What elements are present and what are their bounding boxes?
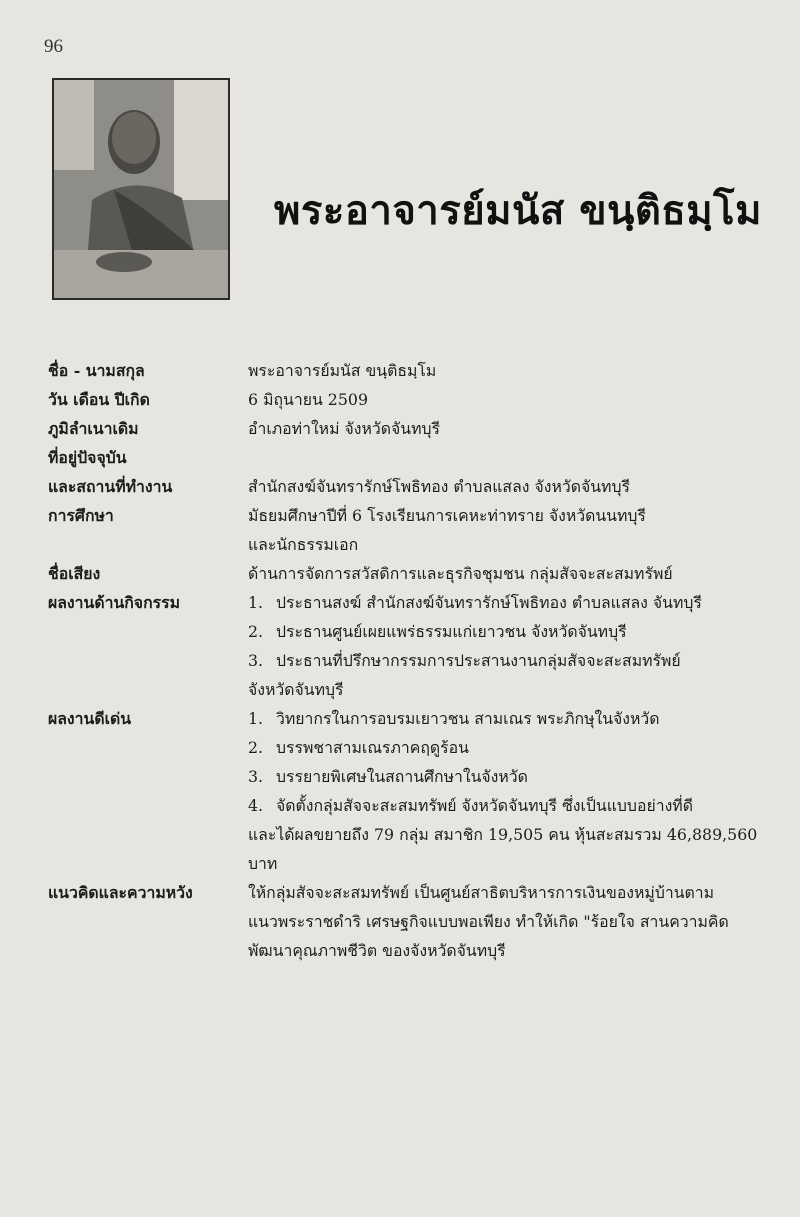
list-item: 4. จัดตั้งกลุ่มสัจจะสะสมทรัพย์ จังหวัดจันทบุรี ซึ่งเป็นแบบอย่างที่ดี: [248, 796, 693, 815]
activities-label: ผลงานด้านกิจกรรม: [48, 593, 181, 612]
birth-row: [48, 385, 783, 414]
address-label-row-1: [48, 443, 783, 472]
portrait-photo: [52, 78, 230, 300]
monk-portrait-icon: [54, 80, 228, 298]
achievements-row: [48, 704, 783, 878]
reputation-value: ด้านการจัดการสวัสดิการและธุรกิจชุมชน กลุ่มสัจจะสะสมทรัพย์: [248, 564, 673, 583]
reputation-row: [48, 559, 783, 588]
education-row: [48, 501, 783, 559]
name-label: ชื่อ - นามสกุล: [48, 361, 145, 380]
list-item: 3. ประธานที่ปรึกษากรรมการประสานงานกลุ่มสัจจะสะสมทรัพย์: [248, 651, 681, 670]
philosophy-label: แนวคิดและความหวัง: [48, 883, 193, 902]
page-number: 96: [44, 36, 63, 57]
address-value: สำนักสงฆ์จันทรารักษ์โพธิทอง ตำบลแสลง จังหวัดจันทบุรี: [248, 477, 630, 496]
list-item-continuation: จังหวัดจันทบุรี: [248, 680, 344, 699]
list-item-continuation: และได้ผลขยายถึง 79 กลุ่ม สมาชิก 19,505 คน หุ้นสะสมรวม 46,889,560: [248, 825, 758, 844]
list-item: 1. วิทยากรในการอบรมเยาวชน สามเณร พระภิกษุในจังหวัด: [248, 709, 660, 728]
education-value-1: มัธยมศึกษาปีที่ 6 โรงเรียนการเคหะท่าทราย จังหวัดนนทบุรี: [248, 506, 646, 525]
profile-info: [48, 356, 783, 965]
list-item: 2. ประธานศูนย์เผยแพร่ธรรมแก่เยาวชน จังหวัดจันทบุรี: [248, 622, 627, 641]
address-row: [48, 472, 783, 501]
philosophy-line: ให้กลุ่มสัจจะสะสมทรัพย์ เป็นศูนย์สาธิตบริหารการเงินของหมู่บ้านตาม: [248, 883, 715, 902]
list-item: 1. ประธานสงฆ์ สำนักสงฆ์จันทรารักษ์โพธิทอง ตำบลแสลง จันทบุรี: [248, 593, 702, 612]
page-title: พระอาจารย์มนัส ขนฺติธมฺโม: [274, 187, 762, 234]
education-value-2: และนักธรรมเอก: [248, 535, 359, 554]
hometown-value: อำเภอท่าใหม่ จังหวัดจันทบุรี: [248, 419, 440, 438]
reputation-label: ชื่อเสียง: [48, 564, 101, 583]
address-label-1: ที่อยู่ปัจจุบัน: [48, 448, 127, 467]
education-label: การศึกษา: [48, 506, 114, 525]
list-item: 3. บรรยายพิเศษในสถานศึกษาในจังหวัด: [248, 767, 528, 786]
philosophy-row: [48, 878, 783, 965]
name-value: พระอาจารย์มนัส ขนฺติธมฺโม: [248, 361, 437, 380]
birth-value: 6 มิถุนายน 2509: [248, 390, 368, 409]
birth-label: วัน เดือน ปีเกิด: [48, 390, 150, 409]
address-label-2: และสถานที่ทำงาน: [48, 477, 173, 496]
philosophy-line: แนวพระราชดำริ เศรษฐกิจแบบพอเพียง ทำให้เกิด "ร้อยใจ สานความคิด: [248, 912, 729, 931]
philosophy-line: พัฒนาคุณภาพชีวิต ของจังหวัดจันทบุรี: [248, 941, 506, 960]
activities-row: [48, 588, 783, 704]
name-row: [48, 356, 783, 385]
list-item-continuation: บาท: [248, 854, 278, 873]
hometown-label: ภูมิลำเนาเดิม: [48, 419, 139, 438]
hometown-row: [48, 414, 783, 443]
list-item: 2. บรรพชาสามเณรภาคฤดูร้อน: [248, 738, 469, 757]
achievements-label: ผลงานดีเด่น: [48, 709, 132, 728]
